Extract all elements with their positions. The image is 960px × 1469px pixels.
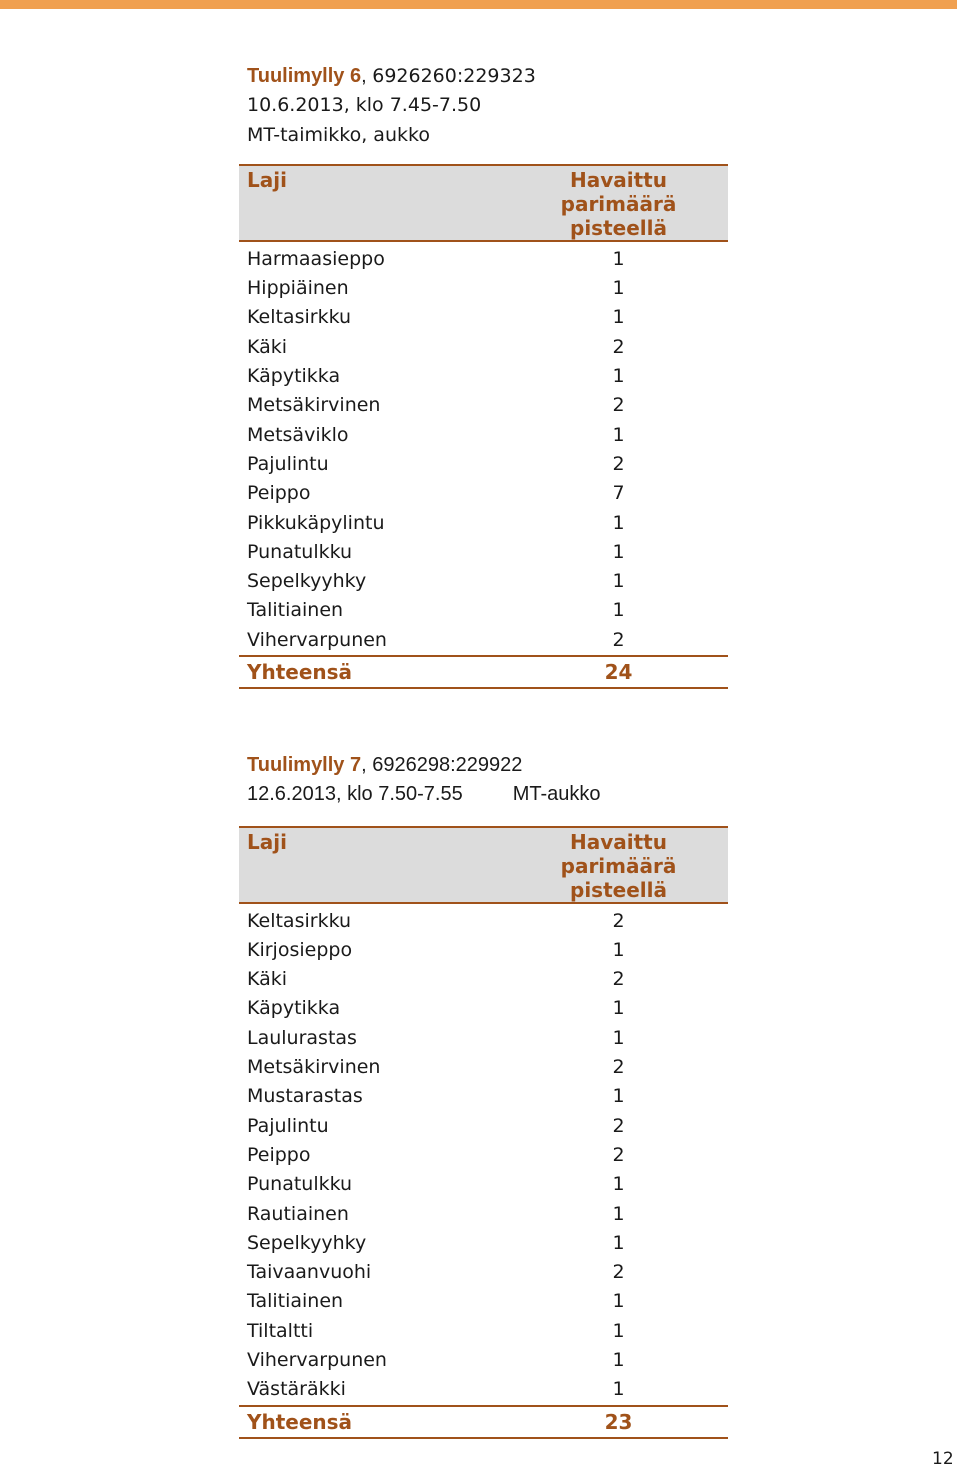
table-row	[239, 1024, 728, 1053]
total-label: Yhteensä	[239, 656, 509, 688]
pair-count: 2	[612, 1056, 625, 1079]
table-row	[239, 274, 728, 303]
species-name: Västäräkki	[247, 1378, 346, 1401]
table-row	[239, 509, 728, 538]
species-table	[239, 826, 728, 1439]
species-name: Sepelkyyhky	[247, 1231, 367, 1254]
table-row	[239, 421, 728, 450]
species-name: Hippiäinen	[247, 277, 349, 300]
pair-count: 1	[612, 1085, 625, 1108]
table-row	[239, 1082, 728, 1111]
total-value: 24	[509, 656, 728, 688]
pair-count: 1	[612, 938, 625, 961]
table-row	[239, 333, 728, 362]
survey-meta	[239, 751, 728, 810]
species-name: Punatulkku	[247, 540, 353, 563]
pair-count: 1	[612, 1349, 625, 1372]
species-name: Pajulintu	[247, 1114, 329, 1137]
header-species: Laji	[239, 165, 509, 241]
pair-count: 1	[612, 1290, 625, 1313]
pair-count: 2	[612, 968, 625, 991]
site-coords: 6926298:229922	[372, 754, 523, 776]
table-row	[239, 538, 728, 567]
table-row	[239, 1258, 728, 1287]
habitat: MT-aukko	[512, 783, 601, 806]
site-line: Tuulimylly 6, 6926260:229323	[247, 65, 536, 87]
total-label: Yhteensä	[239, 1406, 509, 1438]
table-body	[239, 241, 728, 688]
table-row	[239, 965, 728, 994]
pair-count: 2	[612, 394, 625, 417]
species-name: Peippo	[247, 482, 311, 505]
pair-count: 1	[612, 306, 625, 329]
species-name: Tiltaltti	[247, 1319, 314, 1342]
pair-count: 1	[612, 423, 625, 446]
species-name: Vihervarpunen	[247, 1349, 387, 1372]
top-rule	[0, 0, 957, 9]
species-name: Käpytikka	[247, 997, 341, 1020]
pair-count: 1	[612, 1026, 625, 1049]
table-row	[239, 303, 728, 332]
species-name: Metsäkirvinen	[247, 1056, 381, 1079]
species-table	[239, 164, 728, 689]
pair-count: 2	[612, 452, 625, 475]
table-row	[239, 626, 728, 656]
pair-count: 1	[612, 1231, 625, 1254]
table-row	[239, 936, 728, 965]
species-name: Laulurastas	[247, 1026, 357, 1049]
site-line: Tuulimylly 7, 6926298:229922	[247, 754, 523, 776]
date-time: 10.6.2013, klo 7.45-7.50	[247, 94, 482, 117]
pair-count: 1	[612, 277, 625, 300]
species-name: Talitiainen	[247, 599, 344, 622]
date-time: 12.6.2013, klo 7.50-7.55	[247, 783, 463, 806]
pair-count: 1	[612, 365, 625, 388]
header-count: Havaittu parimäärä pisteellä	[509, 165, 728, 241]
header-species: Laji	[239, 827, 509, 903]
species-name: Talitiainen	[247, 1290, 344, 1313]
species-name: Pikkukäpylintu	[247, 511, 385, 534]
species-name: Keltasirkku	[247, 306, 352, 329]
pair-count: 1	[612, 540, 625, 563]
total-row	[239, 1406, 728, 1438]
species-name: Harmaasieppo	[247, 247, 385, 270]
species-name: Mustarastas	[247, 1085, 363, 1108]
table-row	[239, 1346, 728, 1375]
table-row	[239, 450, 728, 479]
species-name: Käpytikka	[247, 365, 341, 388]
pair-count: 1	[612, 599, 625, 622]
habitat: MT-taimikko, aukko	[247, 123, 430, 146]
table-row	[239, 994, 728, 1023]
pair-count: 2	[612, 909, 625, 932]
site-name: Tuulimylly 6	[247, 65, 362, 87]
table-row	[239, 596, 728, 625]
page-number: 12	[932, 1449, 954, 1469]
table-row	[239, 391, 728, 420]
species-name: Sepelkyyhky	[247, 570, 367, 593]
pair-count: 2	[612, 628, 625, 651]
pair-count: 1	[612, 1173, 625, 1196]
species-name: Metsäkirvinen	[247, 394, 381, 417]
table-row	[239, 567, 728, 596]
pair-count: 2	[612, 1143, 625, 1166]
species-name: Vihervarpunen	[247, 628, 387, 651]
table-row	[239, 1053, 728, 1082]
table-row	[239, 903, 728, 936]
species-name: Peippo	[247, 1143, 311, 1166]
table-row	[239, 1375, 728, 1405]
table-row	[239, 1287, 728, 1316]
pair-count: 1	[612, 247, 625, 270]
survey-tuulimylly-7	[239, 751, 728, 1439]
total-value: 23	[509, 1406, 728, 1438]
date-habitat-line	[247, 780, 728, 809]
pair-count: 2	[612, 1114, 625, 1137]
species-name: Kirjosieppo	[247, 938, 353, 961]
table-body	[239, 903, 728, 1438]
pair-count: 1	[612, 511, 625, 534]
pair-count: 2	[612, 1261, 625, 1284]
pair-count: 1	[612, 997, 625, 1020]
survey-tuulimylly-6	[239, 62, 728, 689]
table-row	[239, 1170, 728, 1199]
species-name: Metsäviklo	[247, 423, 349, 446]
table-row	[239, 1317, 728, 1346]
table-row	[239, 362, 728, 391]
survey-meta	[239, 62, 728, 150]
species-name: Pajulintu	[247, 452, 329, 475]
site-name: Tuulimylly 7	[247, 754, 362, 776]
pair-count: 1	[612, 1378, 625, 1401]
table-row	[239, 1141, 728, 1170]
site-coords: 6926260:229323	[372, 65, 536, 87]
table-header	[239, 827, 728, 903]
species-name: Käki	[247, 335, 288, 358]
table-row	[239, 1112, 728, 1141]
table-header	[239, 165, 728, 241]
pair-count: 7	[612, 482, 625, 505]
pair-count: 2	[612, 335, 625, 358]
table-row	[239, 241, 728, 274]
species-name: Käki	[247, 968, 288, 991]
pair-count: 1	[612, 1319, 625, 1342]
species-name: Rautiainen	[247, 1202, 349, 1225]
header-count: Havaittu parimäärä pisteellä	[509, 827, 728, 903]
pair-count: 1	[612, 570, 625, 593]
table-row	[239, 1229, 728, 1258]
pair-count: 1	[612, 1202, 625, 1225]
species-name: Keltasirkku	[247, 909, 352, 932]
total-row	[239, 656, 728, 688]
species-name: Taivaanvuohi	[247, 1261, 372, 1284]
table-row	[239, 1200, 728, 1229]
species-name: Punatulkku	[247, 1173, 353, 1196]
table-row	[239, 479, 728, 508]
